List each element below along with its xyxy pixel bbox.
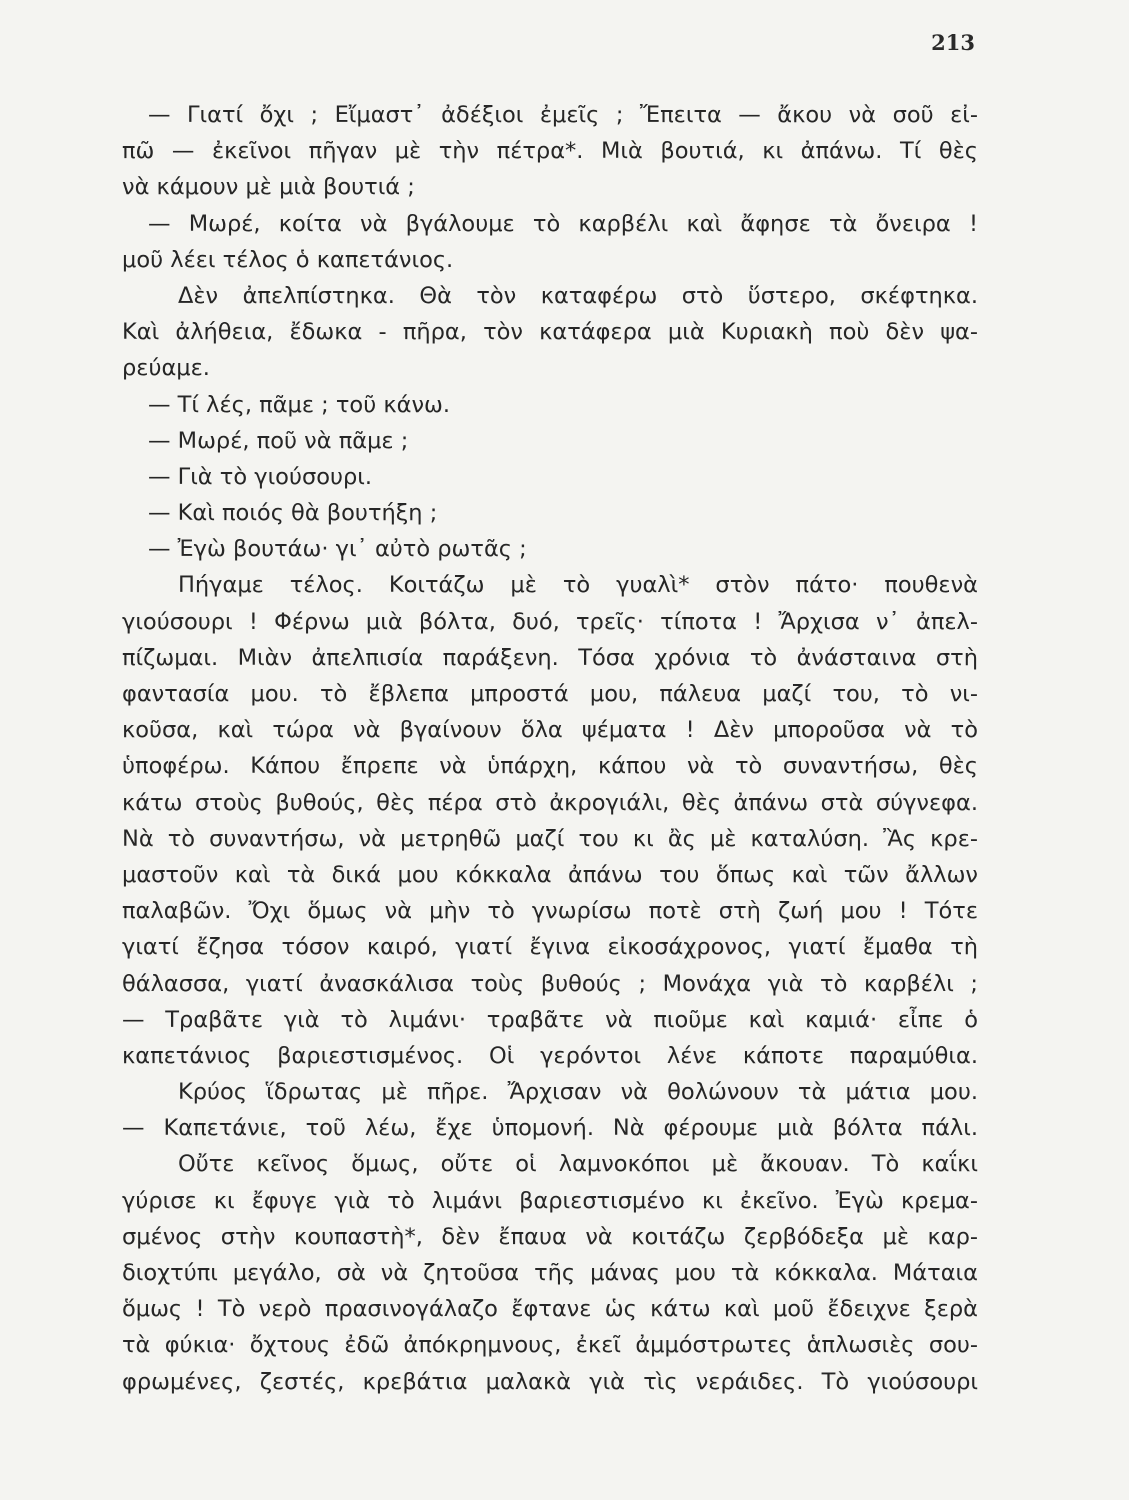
text-line: Οὔτε κεῖνος ὅμως, οὔτε οἱ λαμνοκόποι μὲ ἄκουαν. Τὸ καΐκι [178,1151,978,1178]
text-line: γιούσουρι ! Φέρνω μιὰ βόλτα, δυό, τρεῖς· τίποτα ! Ἄρχισα ν᾿ ἀπελ- [122,608,978,635]
text-line: Κρύος ἵδρωτας μὲ πῆρε. Ἄρχισαν νὰ θολώνουν τὰ μάτια μου. [178,1079,978,1106]
body-text [122,97,978,1400]
text-line: ὑποφέρω. Κάπου ἔπρεπε νὰ ὑπάρχη, κάπου νὰ τὸ συναντήσω, θὲς [122,753,978,780]
text-line: πίζωμαι. Μιὰν ἀπελπισία παράξενη. Τόσα χρόνια τὸ ἀνάσταινα στὴ [122,644,978,671]
text-line: — Γιατί ὄχι ; Εἴμαστ᾿ ἀδέξιοι ἐμεῖς ; Ἔπειτα — ἄκου νὰ σοῦ εἰ- [148,102,978,128]
text-line: — Καπετάνιε, τοῦ λέω, ἔχε ὑπομονή. Νὰ φέρουμε μιὰ βόλτα πάλι. [122,1115,978,1142]
text-line: ρεύαμε. [122,355,210,382]
text-line: Νὰ τὸ συναντήσω, νὰ μετρηθῶ μαζί του κι ἂς μὲ καταλύση. Ἂς κρε- [122,825,978,852]
text-line: νὰ κάμουν μὲ μιὰ βουτιά ; [122,174,415,201]
text-line: γύρισε κι ἔφυγε γιὰ τὸ λιμάνι βαριεστισμένο κι ἐκεῖνο. Ἐγὼ κρεμα- [122,1187,978,1214]
text-line: — Τί λές, πᾶμε ; τοῦ κάνω. [148,391,451,418]
text-line: διοχτύπι μεγάλο, σὰ νὰ ζητοῦσα τῆς μάνας μου τὰ κόκκαλα. Μάταια [122,1260,978,1286]
text-line: Καὶ ἀλήθεια, ἔδωκα - πῆρα, τὸν κατάφερα μιὰ Κυριακὴ ποὺ δὲν ψα- [122,319,978,346]
text-line: κάτω στοὺς βυθούς, θὲς πέρα στὸ ἀκρογιάλι, θὲς ἀπάνω στὰ σύγνεφα. [122,789,978,816]
text-line: καπετάνιος βαριεστισμένος. Οἱ γερόντοι λένε κάποτε παραμύθια. [122,1042,978,1069]
text-line: — Μωρέ, ποῦ νὰ πᾶμε ; [148,427,409,454]
text-line: μοῦ λέει τέλος ὁ καπετάνιος. [122,246,454,273]
text-line: πῶ — ἐκεῖνοι πῆγαν μὲ τὴν πέτρα*. Μιὰ βουτιά, κι ἀπάνω. Τί θὲς [122,138,978,165]
text-line: θάλασσα, γιατί ἀνασκάλισα τοὺς βυθούς ; Μονάχα γιὰ τὸ καρβέλι ; [122,970,978,997]
text-line: φρωμένες, ζεστές, κρεβάτια μαλακὰ γιὰ τὶς νεράιδες. Τὸ γιούσουρι [122,1368,978,1395]
text-line: μαστοῦν καὶ τὰ δικά μου κόκκαλα ἀπάνω του ὅπως καὶ τῶν ἄλλων [122,861,978,888]
text-line: — Γιὰ τὸ γιούσουρι. [148,463,373,490]
text-line: — Μωρέ, κοίτα νὰ βγάλουμε τὸ καρβέλι καὶ ἄφησε τὰ ὄνειρα ! [148,210,978,237]
page-number: 213 [931,30,975,55]
text-line: — Τραβᾶτε γιὰ τὸ λιμάνι· τραβᾶτε νὰ πιοῦμε καὶ καμιά· εἶπε ὁ [122,1006,978,1033]
text-line: παλαβῶν. Ὄχι ὅμως νὰ μὴν τὸ γνωρίσω ποτὲ στὴ ζωή μου ! Τότε [122,898,978,925]
text-line: Δὲν ἀπελπίστηκα. Θὰ τὸν καταφέρω στὸ ὕστερο, σκέφτηκα. [178,282,978,309]
text-line: Πήγαμε τέλος. Κοιτάζω μὲ τὸ γυαλὶ* στὸν πάτο· πουθενὰ [178,572,978,599]
text-line: — Ἐγὼ βουτάω· γι᾿ αὐτὸ ρωτᾶς ; [148,536,527,563]
text-line: φαντασία μου. τὸ ἔβλεπα μπροστά μου, πάλευα μαζί του, τὸ νι- [122,681,978,707]
text-line: σμένος στὴν κουπαστὴ*, δὲν ἔπαυα νὰ κοιτάζω ζερβόδεξα μὲ καρ- [122,1223,978,1250]
text-line: γιατί ἔζησα τόσον καιρό, γιατί ἔγινα εἰκοσάχρονος, γιατί ἔμαθα τὴ [122,934,978,961]
text-line: — Καὶ ποιός θὰ βουτήξη ; [148,500,438,527]
text-line: τὰ φύκια· ὄχτους ἐδῶ ἀπόκρημνους, ἐκεῖ ἀμμόστρωτες ἁπλωσιὲς σου- [122,1332,978,1359]
text-line: κοῦσα, καὶ τώρα νὰ βγαίνουν ὅλα ψέματα ! Δὲν μποροῦσα νὰ τὸ [122,717,978,744]
text-line: ὅμως ! Τὸ νερὸ πρασινογάλαζο ἔφτανε ὡς κάτω καὶ μοῦ ἔδειχνε ξερὰ [122,1296,978,1323]
